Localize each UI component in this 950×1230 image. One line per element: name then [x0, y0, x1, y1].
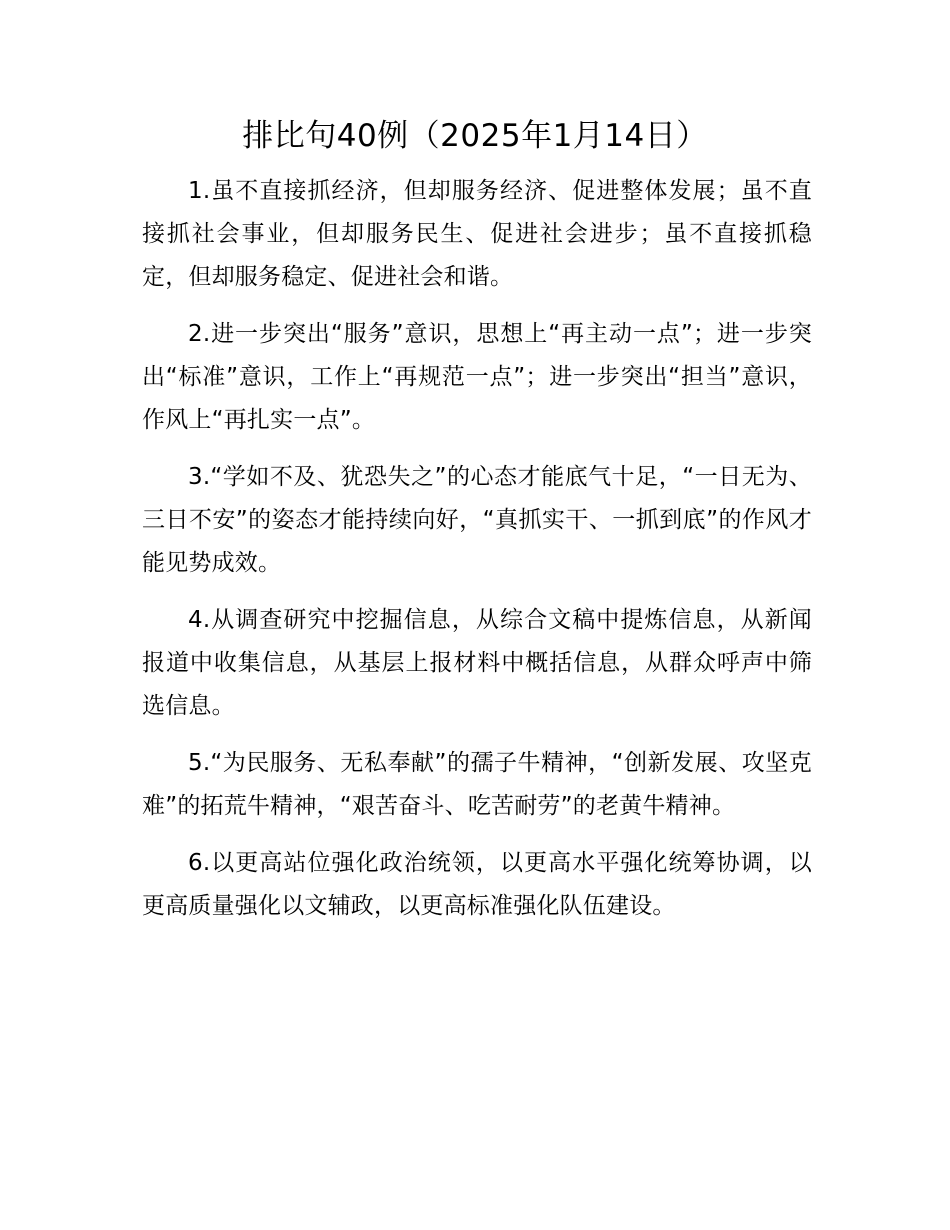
- paragraph-3: 3.“学如不及、犹恐失之”的心态才能底气十足，“一日无为、三日不安”的姿态才能持续向好，“真抓实干、一抓到底”的作风才能见势成效。: [142, 464, 812, 576]
- paragraph-4: 4.从调查研究中挖掘信息，从综合文稿中提炼信息，从新闻报道中收集信息，从基层上报材料中概括信息，从群众呼声中筛选信息。: [142, 607, 812, 719]
- paragraph-5: 5.“为民服务、无私奉献”的孺子牛精神，“创新发展、攻坚克难”的拓荒牛精神，“艰苦奋斗、吃苦耐劳”的老黄牛精神。: [142, 750, 812, 819]
- paragraph-1: 1.虽不直接抓经济，但却服务经济、促进整体发展；虽不直接抓社会事业，但却服务民生、促进社会进步；虽不直接抓稳定，但却服务稳定、促进社会和谐。: [142, 178, 812, 290]
- paragraph-2: 2.进一步突出“服务”意识，思想上“再主动一点”；进一步突出“标准”意识，工作上“再规范一点”；进一步突出“担当”意识，作风上“再扎实一点”。: [142, 321, 812, 433]
- document-body: [142, 170, 812, 942]
- paragraph-6: 6.以更高站位强化政治统领，以更高水平强化统筹协调，以更高质量强化以文辅政，以更高标准强化队伍建设。: [142, 850, 812, 919]
- document-title: 排比句40例（2025年1月14日）: [242, 118, 708, 154]
